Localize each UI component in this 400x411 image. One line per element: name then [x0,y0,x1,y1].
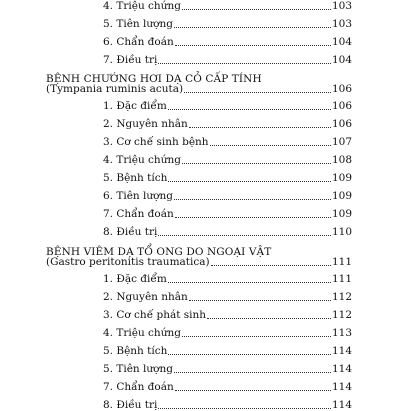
toc-entry-label: 7. Chẩn đoán [103,381,174,393]
leader-dots [182,335,331,337]
leader-dots [182,162,331,164]
toc-entry-page: 112 [331,291,352,303]
toc-entry[interactable] [103,187,352,202]
leader-dots [184,91,331,93]
section-title[interactable]: BỆNH CHƯỚNG HƠI DẠ CỎ CẤP TÍNH [46,73,262,85]
toc-entry-label: 5. Tiên lượng [103,363,173,375]
toc-entry-label: 5. Tiên lượng [103,18,173,30]
leader-dots [175,389,331,391]
toc-entry-page: 110 [331,226,352,238]
toc-entry[interactable] [103,288,352,303]
toc-entry[interactable] [103,324,352,339]
toc-entry-label: 4. Triệu chứng [103,0,181,12]
toc-entry-page: 106 [331,118,352,130]
leader-dots [174,371,331,373]
toc-entry[interactable] [103,223,352,238]
toc-entry-label: 5. Bệnh tích [103,345,168,357]
toc-entry[interactable] [103,169,352,184]
toc-entry[interactable] [103,115,352,130]
toc-entry[interactable] [103,270,352,285]
leader-dots [182,8,331,10]
leader-dots [189,126,331,128]
leader-dots [189,299,331,301]
toc-entry-page: 103 [331,18,352,30]
leader-dots [158,407,331,409]
toc-entry[interactable] [103,97,352,112]
leader-dots [168,108,331,110]
toc-entry[interactable] [103,342,352,357]
toc-entry[interactable] [103,51,352,66]
toc-entry[interactable] [103,133,352,148]
leader-dots [211,264,331,266]
toc-entry-page: 104 [331,36,352,48]
leader-dots [174,26,331,28]
leader-dots [168,353,331,355]
section-subtitle: (Gastro peritonitis traumatica) [46,256,210,268]
toc-entry-page: 111 [331,256,352,268]
leader-dots [210,144,331,146]
toc-entry-page: 114 [331,399,352,411]
toc-entry[interactable] [46,80,352,95]
toc-entry-label: 6. Chẩn đoán [103,36,174,48]
toc-entry-label: 8. Điều trị [103,399,158,411]
toc-entry[interactable] [103,0,352,12]
toc-entry-label: 6. Tiên lượng [103,190,173,202]
toc-entry-page: 106 [331,83,352,95]
toc-entry-page: 114 [331,345,352,357]
toc-entry-label: 1. Đặc điểm [103,273,167,285]
toc-entry[interactable] [103,15,352,30]
toc-entry-label: 3. Cơ chế sinh bệnh [103,136,209,148]
toc-entry-label: 7. Chẩn đoán [103,208,174,220]
leader-dots [175,44,331,46]
toc-entry-page: 112 [331,309,352,321]
section-subtitle: (Tympania ruminis acuta) [46,83,184,95]
leader-dots [174,198,331,200]
toc-entry-label: 2. Nguyên nhân [103,291,188,303]
toc-entry[interactable] [103,396,352,411]
toc-entry-page: 114 [331,363,352,375]
leader-dots [158,62,331,64]
toc-entry-page: 103 [331,0,352,12]
toc-entry[interactable] [103,205,352,220]
toc-entry-page: 106 [331,100,352,112]
leader-dots [168,180,331,182]
toc-entry-label: 8. Điều trị [103,226,158,238]
toc-entry-page: 109 [331,208,352,220]
toc-entry[interactable] [103,360,352,375]
toc-entry-page: 108 [331,154,352,166]
toc-entry[interactable] [103,33,352,48]
toc-entry-label: 1. Đặc điểm [103,100,167,112]
leader-dots [175,216,331,218]
toc-entry-page: 109 [331,172,352,184]
toc-entry-label: 5. Bệnh tích [103,172,168,184]
toc-entry-label: 4. Triệu chứng [103,327,181,339]
toc-entry[interactable] [103,378,352,393]
section-title[interactable]: BỆNH VIÊM DẠ TỔ ONG DO NGOẠI VẬT [46,246,272,258]
toc-entry-label: 3. Cơ chế phát sinh [103,309,207,321]
toc-entry-page: 109 [331,190,352,202]
toc-entry[interactable] [103,151,352,166]
toc-entry[interactable] [103,306,352,321]
toc-entry-label: 2. Nguyên nhân [103,118,188,130]
toc-entry-label: 4. Triệu chứng [103,154,181,166]
toc-entry[interactable] [46,253,352,268]
leader-dots [207,317,331,319]
leader-dots [168,281,331,283]
toc-entry-page: 111 [331,273,352,285]
toc-entry-label: 7. Điều trị [103,54,158,66]
toc-entry-page: 114 [331,381,352,393]
toc-entry-page: 104 [331,54,352,66]
toc-entry-page: 113 [331,327,352,339]
leader-dots [158,234,331,236]
toc-entry-page: 107 [331,136,352,148]
